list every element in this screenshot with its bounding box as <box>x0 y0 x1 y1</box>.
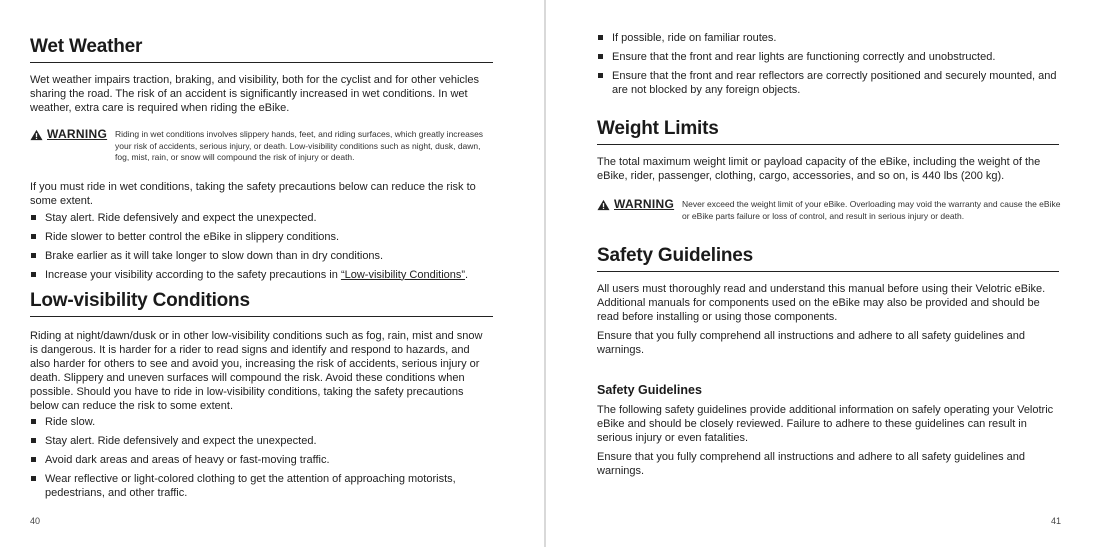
safety-guidelines-heading: Safety Guidelines <box>597 245 1059 272</box>
bullet-marker <box>598 73 603 78</box>
bullet-marker <box>598 35 603 40</box>
warning-label: WARNING <box>614 197 675 211</box>
bullet-marker <box>31 457 36 462</box>
low-visibility-heading: Low-visibility Conditions <box>30 290 493 317</box>
weight-limits-warning <box>597 197 1062 222</box>
list-item: Increase your visibility according to the safety precautions in “Low-visibility Conditions”. <box>30 268 490 282</box>
warning-icon <box>30 129 43 141</box>
list-item: If possible, ride on familiar routes. <box>597 31 1057 45</box>
right-page <box>546 0 1095 547</box>
warning-text: Riding in wet conditions involves slippery hands, feet, and riding surfaces, which greatly increases your risk of accidents, serious injury, or death. Low-visibility conditions such as night, dusk, dawn, fog, mist, rain, or snow will compound the risk of injury or death. <box>115 129 484 162</box>
bullet-marker <box>31 438 36 443</box>
bullet-marker <box>31 419 36 424</box>
warning-text: Never exceed the weight limit of your eBike. Overloading may void the warranty and cause the eBike or eBike parts failure or loss of control, and result in serious injury or death. <box>682 199 1061 221</box>
left-page <box>0 0 545 547</box>
list-item: Ensure that the front and rear reflectors are correctly positioned and securely mounted, and are not blocked by any foreign objects. <box>597 69 1057 97</box>
list-item: Brake earlier as it will take longer to slow down than in dry conditions. <box>30 249 490 263</box>
bullet-marker <box>598 54 603 59</box>
list-item: Ensure that the front and rear lights are functioning correctly and unobstructed. <box>597 50 1057 64</box>
list-item: Ride slower to better control the eBike in slippery conditions. <box>30 230 490 244</box>
wet-weather-bullet-list <box>30 211 490 287</box>
list-item: Stay alert. Ride defensively and expect the unexpected. <box>30 211 490 225</box>
wet-weather-precaution-intro: If you must ride in wet conditions, taking the safety precautions below can reduce the risk to some extent. <box>30 181 476 207</box>
weight-limits-text: The total maximum weight limit or payload capacity of the eBike, including the weight of the eBike, rider, passenger, clothing, cargo, accessories, and so on, is 440 lbs (200 kg). <box>597 156 1041 182</box>
bullet-marker <box>31 234 36 239</box>
page-number: 40 <box>30 516 41 526</box>
low-visibility-bullet-list-continued <box>597 31 1057 102</box>
list-item: Wear reflective or light-colored clothing to get the attention of approaching motorists, pedestrians, and other traffic. <box>30 472 485 500</box>
bullet-marker <box>31 272 36 277</box>
safety-guidelines-subheading: Safety Guidelines <box>597 383 702 397</box>
list-item: Avoid dark areas and areas of heavy or fast-moving traffic. <box>30 453 485 467</box>
weight-limits-heading: Weight Limits <box>597 118 1059 145</box>
safety-guidelines-paragraph: Ensure that you fully comprehend all instructions and adhere to all safety guidelines and warnings. <box>597 451 1026 477</box>
list-item: Ride slow. <box>30 415 485 429</box>
wet-weather-warning <box>30 127 485 164</box>
low-visibility-link[interactable]: “Low-visibility Conditions” <box>340 268 466 281</box>
warning-label: WARNING <box>47 127 108 141</box>
bullet-marker <box>31 476 36 481</box>
wet-weather-heading: Wet Weather <box>30 36 493 63</box>
page-number: 41 <box>1051 516 1062 526</box>
wet-weather-intro: Wet weather impairs traction, braking, and visibility, both for the cyclist and for other vehicles sharing the road. The risk of an accident is significantly increased in wet conditions. In wet weather, extra care is required when riding the eBike. <box>30 74 479 114</box>
safety-guidelines-paragraph: The following safety guidelines provide additional information on safely operating your Velotric eBike and should be closely reviewed. Failure to adhere to these guidelines can result in serious injury or even fatalities. <box>597 404 1054 444</box>
low-visibility-bullet-list <box>30 415 485 505</box>
list-item: Stay alert. Ride defensively and expect the unexpected. <box>30 434 485 448</box>
safety-guidelines-paragraph: Ensure that you fully comprehend all instructions and adhere to all safety guidelines and warnings. <box>597 330 1026 356</box>
bullet-marker <box>31 215 36 220</box>
safety-guidelines-paragraph: All users must thoroughly read and understand this manual before using their Velotric eBike. Additional manuals for components used on the eBike may also be provided and should be read before installing or using those components. <box>597 283 1046 323</box>
warning-icon <box>597 199 610 211</box>
low-visibility-intro: Riding at night/dawn/dusk or in other low-visibility conditions such as fog, rain, mist and snow is dangerous. It is harder for a rider to read signs and identify and respond to hazards, and also harder for others to see and avoid you, increasing the risk of accidents, serious injury or death. Slippery and uneven surfaces will compound the risk. Avoid these conditions when possible. Should you have to ride in low-visibility conditions, taking the safety precautions below can reduce the risk to some extent. <box>30 330 483 412</box>
bullet-marker <box>31 253 36 258</box>
